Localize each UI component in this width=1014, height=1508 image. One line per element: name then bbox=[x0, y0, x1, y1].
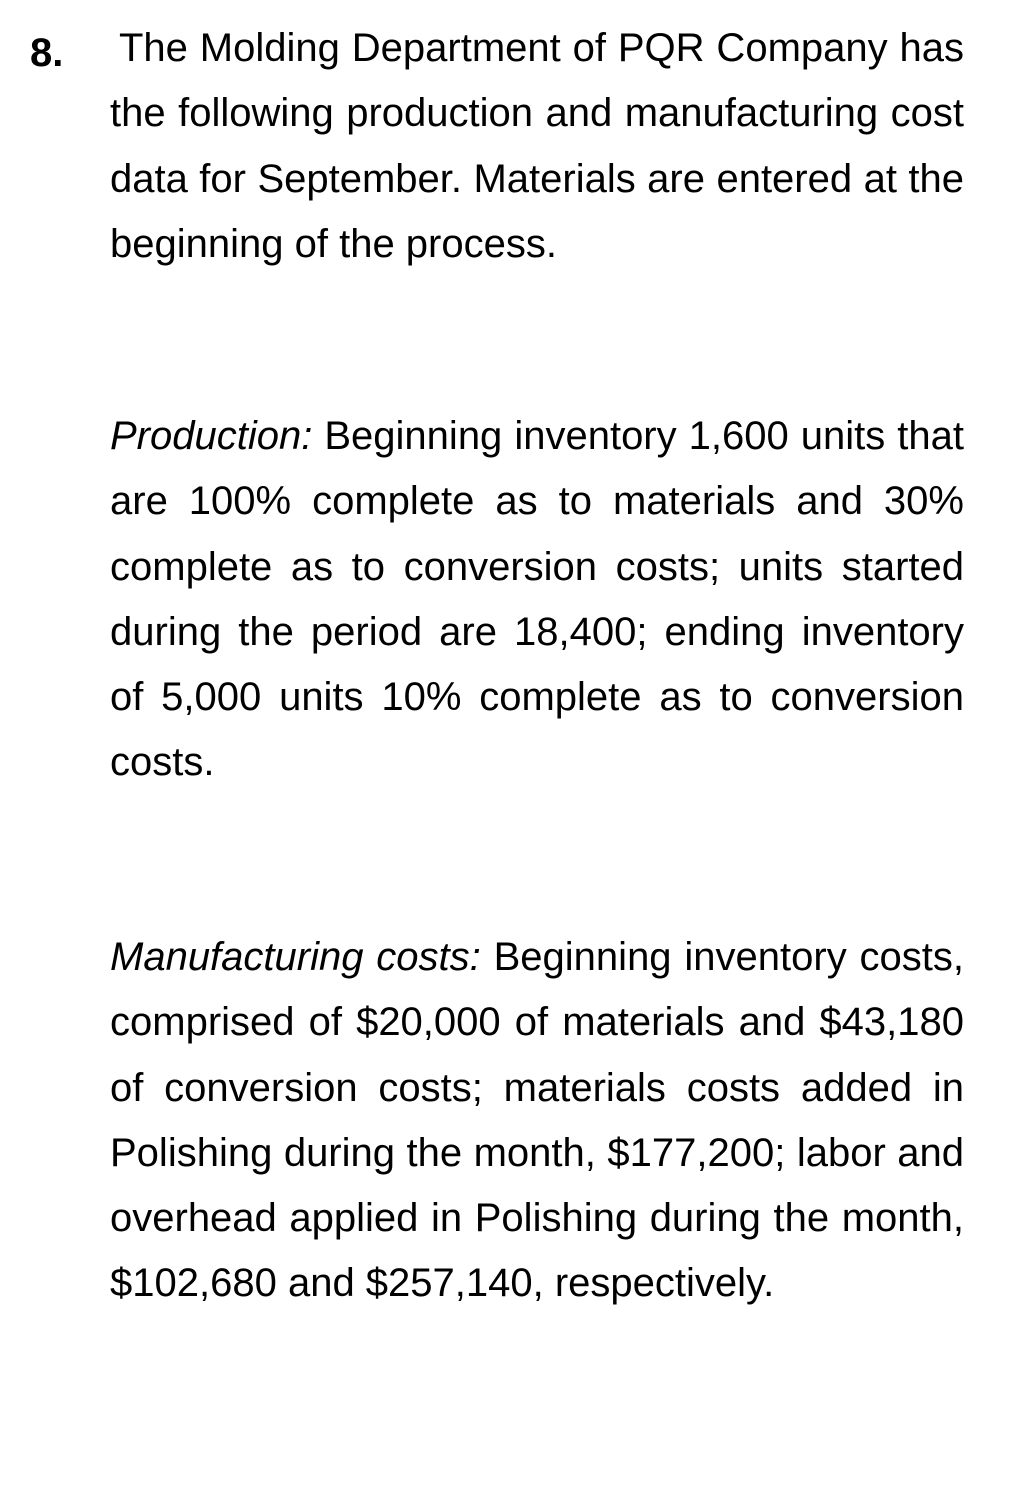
question-number: 8. bbox=[30, 31, 64, 75]
manufacturing-costs-label: Manufacturing costs: bbox=[110, 935, 481, 979]
manufacturing-costs-paragraph bbox=[110, 925, 964, 1317]
manufacturing-costs-text: Beginning inventory costs, comprised of $20,000 of materials and $43,180 of conversion costs; materials costs added in Polishing during the month, $177,200; labor and overhead applied in Polishing during the month, $102,680 and $257,140, respectively. bbox=[110, 935, 964, 1306]
production-label: Production: bbox=[110, 414, 313, 458]
production-text: Beginning inventory 1,600 units that are 100% complete as to materials and 30% complete as to conversion costs; units started during the period are 18,400; ending inventory of 5,000 units 10% complete as to conversion costs. bbox=[110, 414, 964, 785]
intro-paragraph: The Molding Department of PQR Company has the following production and manufacturing cost data for September. Materials are entered at the beginning of the process. bbox=[110, 26, 964, 266]
production-paragraph bbox=[110, 404, 964, 796]
